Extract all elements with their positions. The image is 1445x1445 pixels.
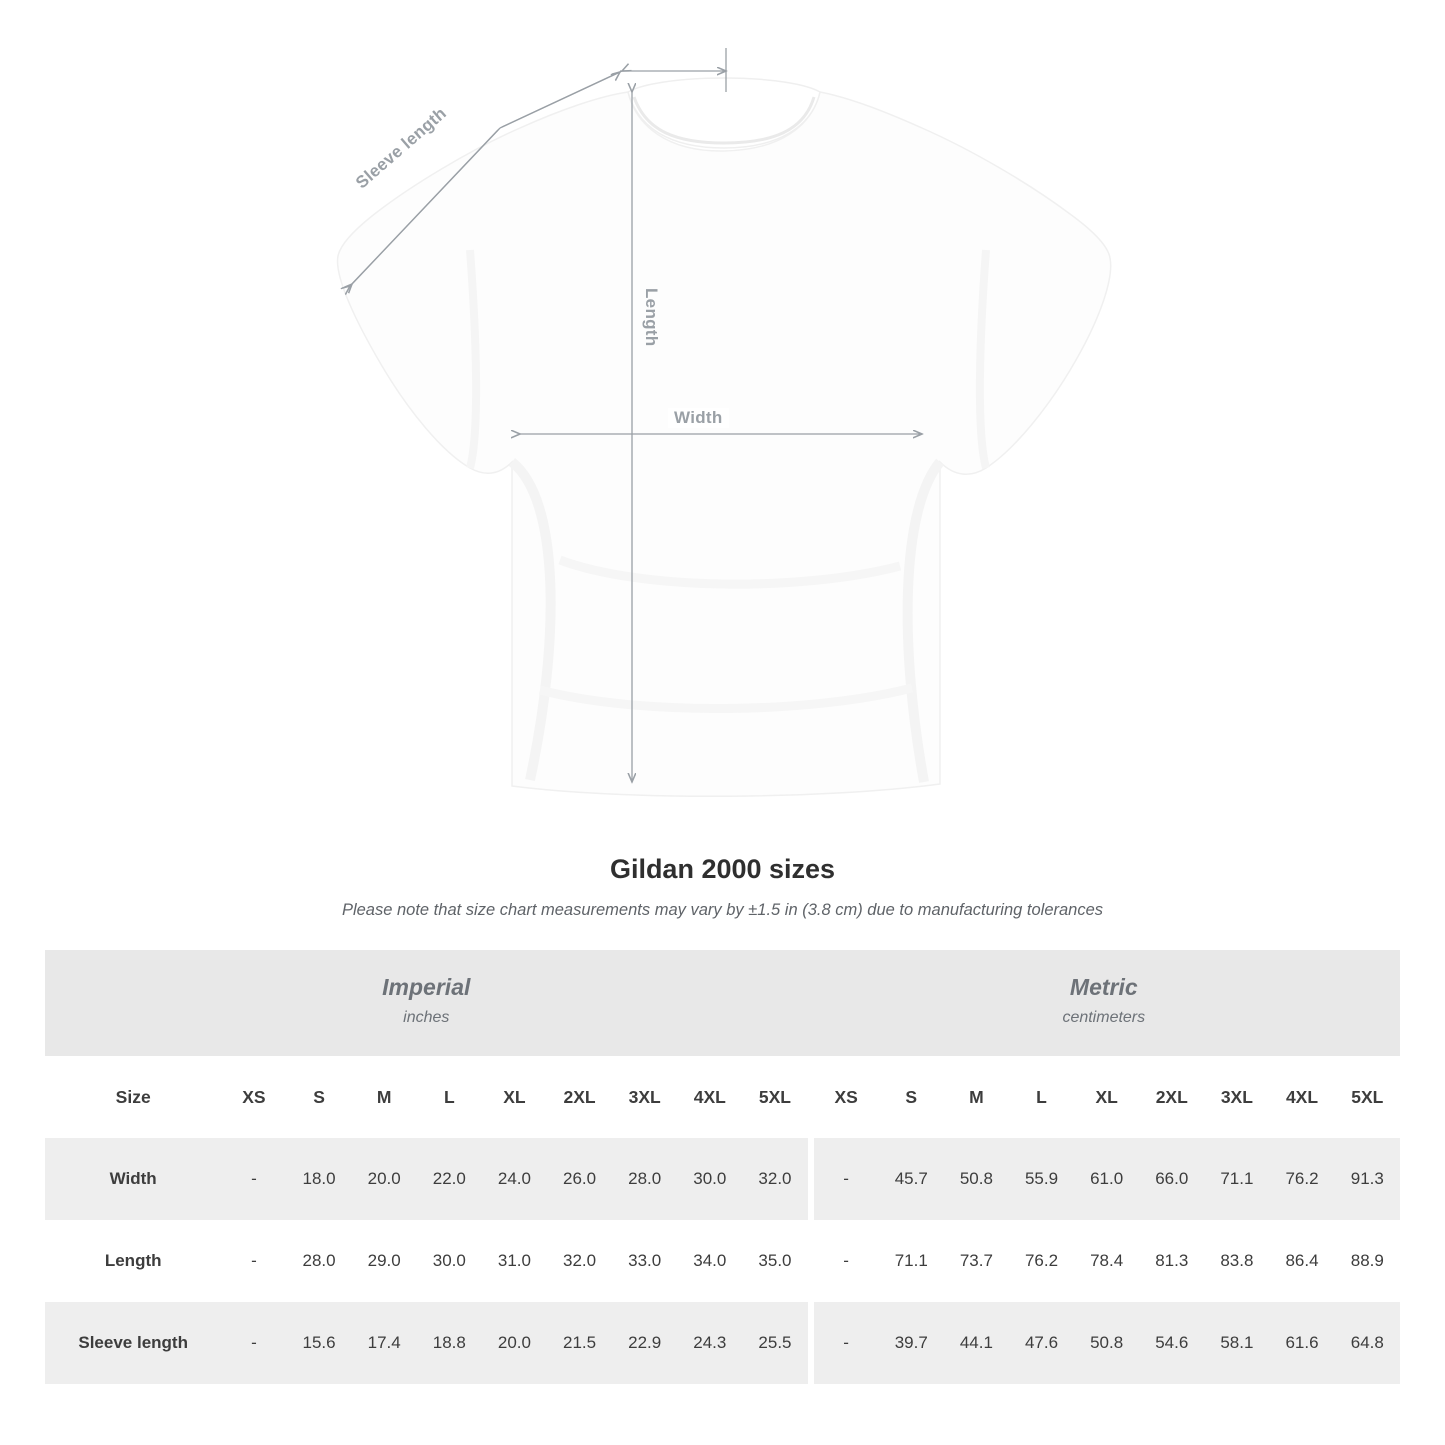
metric-unit-name: Metric: [1069, 974, 1138, 1001]
length-metric-xs: -: [814, 1220, 879, 1302]
length-imperial-3xl: 33.0: [612, 1220, 677, 1302]
table-row: [45, 1138, 1400, 1220]
sleeve-metric-xs: -: [814, 1302, 879, 1384]
width-label: Width: [668, 408, 729, 428]
size-header-metric-4xl: 4XL: [1269, 1056, 1334, 1138]
width-metric-3xl: 71.1: [1204, 1138, 1269, 1220]
width-imperial-l: 22.0: [417, 1138, 482, 1220]
size-header-row: [45, 1056, 1400, 1138]
imperial-unit-sub: inches: [403, 1009, 450, 1027]
width-imperial-3xl: 28.0: [612, 1138, 677, 1220]
size-header-imperial-s: S: [286, 1056, 351, 1138]
sleeve-length-label: Sleeve length: [352, 103, 451, 193]
sleeve-metric-3xl: 58.1: [1204, 1302, 1269, 1384]
sleeve-imperial-2xl: 21.5: [547, 1302, 612, 1384]
row-label-width: Width: [45, 1138, 221, 1220]
sleeve-imperial-4xl: 24.3: [677, 1302, 742, 1384]
width-imperial-4xl: 30.0: [677, 1138, 742, 1220]
width-metric-m: 50.8: [944, 1138, 1009, 1220]
length-metric-3xl: 83.8: [1204, 1220, 1269, 1302]
sleeve-metric-l: 47.6: [1009, 1302, 1074, 1384]
unit-header-row: [45, 950, 1400, 1056]
metric-unit-header: [808, 950, 1400, 1056]
imperial-unit-header: [45, 950, 808, 1056]
size-chart-table-wrap: [45, 950, 1400, 1384]
size-header-imperial-2xl: 2XL: [547, 1056, 612, 1138]
length-imperial-xl: 31.0: [482, 1220, 547, 1302]
length-metric-4xl: 86.4: [1269, 1220, 1334, 1302]
page-title: Gildan 2000 sizes: [609, 854, 836, 884]
width-metric-5xl: 91.3: [1335, 1138, 1400, 1220]
size-chart-table: [45, 950, 1400, 1384]
length-imperial-xs: -: [221, 1220, 286, 1302]
sleeve-imperial-xs: -: [221, 1302, 286, 1384]
width-imperial-xl: 24.0: [482, 1138, 547, 1220]
metric-unit-sub: centimeters: [1062, 1009, 1146, 1027]
size-header-imperial-l: L: [417, 1056, 482, 1138]
imperial-unit-name: Imperial: [382, 974, 471, 1001]
length-metric-xl: 78.4: [1074, 1220, 1139, 1302]
sleeve-metric-xl: 50.8: [1074, 1302, 1139, 1384]
size-header-metric-m: M: [944, 1056, 1009, 1138]
length-imperial-l: 30.0: [417, 1220, 482, 1302]
length-metric-s: 71.1: [879, 1220, 944, 1302]
width-metric-xs: -: [814, 1138, 879, 1220]
width-metric-xl: 61.0: [1074, 1138, 1139, 1220]
tolerance-note: Please note that size chart measurements may vary by ±1.5 in (3.8 cm) due to manufacturing tolerances: [341, 901, 1104, 919]
row-label-sleeve-length: Sleeve length: [45, 1302, 221, 1384]
size-header-imperial-4xl: 4XL: [677, 1056, 742, 1138]
sleeve-imperial-m: 17.4: [352, 1302, 417, 1384]
size-header-metric-xs: XS: [814, 1056, 879, 1138]
width-metric-l: 55.9: [1009, 1138, 1074, 1220]
sleeve-imperial-3xl: 22.9: [612, 1302, 677, 1384]
table-row: [45, 1302, 1400, 1384]
width-metric-2xl: 66.0: [1139, 1138, 1204, 1220]
length-label: Length: [642, 288, 661, 347]
length-metric-l: 76.2: [1009, 1220, 1074, 1302]
size-header-imperial-xs: XS: [221, 1056, 286, 1138]
title-block: [0, 854, 1445, 920]
size-header-imperial-m: M: [352, 1056, 417, 1138]
width-imperial-m: 20.0: [352, 1138, 417, 1220]
length-metric-m: 73.7: [944, 1220, 1009, 1302]
width-imperial-2xl: 26.0: [547, 1138, 612, 1220]
sleeve-metric-2xl: 54.6: [1139, 1302, 1204, 1384]
size-row-header: Size: [45, 1056, 221, 1138]
size-header-metric-3xl: 3XL: [1204, 1056, 1269, 1138]
width-metric-4xl: 76.2: [1269, 1138, 1334, 1220]
size-header-imperial-xl: XL: [482, 1056, 547, 1138]
table-row: [45, 1220, 1400, 1302]
width-metric-s: 45.7: [879, 1138, 944, 1220]
size-header-metric-s: S: [879, 1056, 944, 1138]
row-label-length: Length: [45, 1220, 221, 1302]
size-header-metric-xl: XL: [1074, 1056, 1139, 1138]
sleeve-imperial-5xl: 25.5: [742, 1302, 807, 1384]
length-imperial-5xl: 35.0: [742, 1220, 807, 1302]
size-header-imperial-3xl: 3XL: [612, 1056, 677, 1138]
size-header-imperial-5xl: 5XL: [742, 1056, 807, 1138]
width-imperial-xs: -: [221, 1138, 286, 1220]
length-imperial-m: 29.0: [352, 1220, 417, 1302]
length-imperial-4xl: 34.0: [677, 1220, 742, 1302]
sleeve-metric-5xl: 64.8: [1335, 1302, 1400, 1384]
size-header-metric-2xl: 2XL: [1139, 1056, 1204, 1138]
length-metric-5xl: 88.9: [1335, 1220, 1400, 1302]
length-imperial-2xl: 32.0: [547, 1220, 612, 1302]
width-imperial-5xl: 32.0: [742, 1138, 807, 1220]
sleeve-imperial-xl: 20.0: [482, 1302, 547, 1384]
sleeve-metric-s: 39.7: [879, 1302, 944, 1384]
sleeve-metric-4xl: 61.6: [1269, 1302, 1334, 1384]
size-header-metric-5xl: 5XL: [1335, 1056, 1400, 1138]
sleeve-metric-m: 44.1: [944, 1302, 1009, 1384]
length-metric-2xl: 81.3: [1139, 1220, 1204, 1302]
length-imperial-s: 28.0: [286, 1220, 351, 1302]
sleeve-imperial-s: 15.6: [286, 1302, 351, 1384]
width-imperial-s: 18.0: [286, 1138, 351, 1220]
size-header-metric-l: L: [1009, 1056, 1074, 1138]
sleeve-imperial-l: 18.8: [417, 1302, 482, 1384]
